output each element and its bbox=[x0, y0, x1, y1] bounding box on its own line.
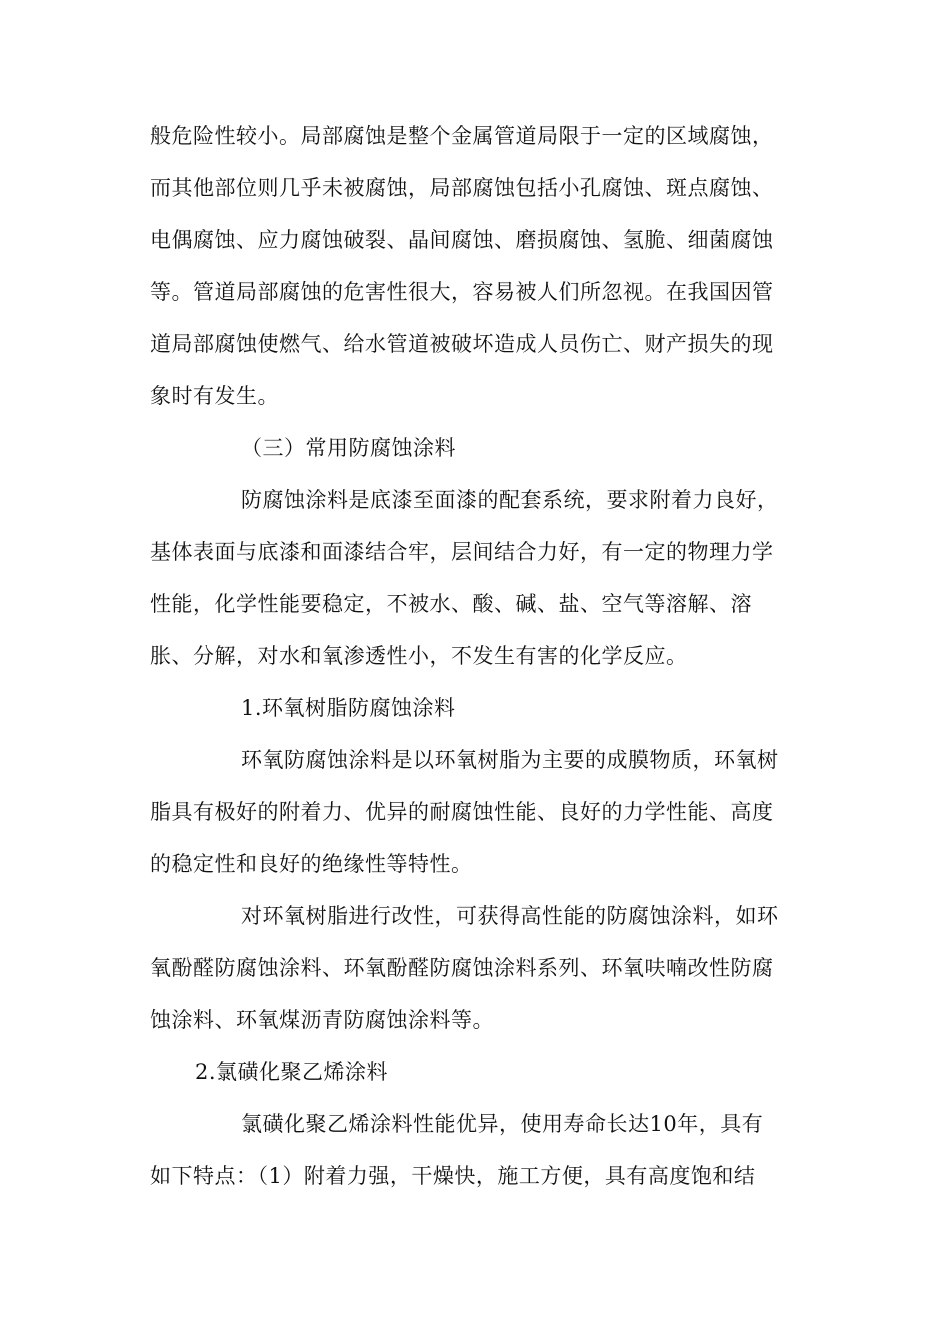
paragraph-line: 等。管道局部腐蚀的危害性很大，容易被人们所忽视。在我国因管 bbox=[150, 280, 774, 304]
paragraph-line: 氧酚醛防腐蚀涂料、环氧酚醛防腐蚀涂料系列、环氧呋喃改性防腐 bbox=[150, 956, 774, 980]
paragraph-line: 环氧防腐蚀涂料是以环氧树脂为主要的成膜物质，环氧树 bbox=[241, 748, 779, 772]
paragraph-line: 般危险性较小。局部腐蚀是整个金属管道局限于一定的区域腐蚀， bbox=[150, 124, 774, 148]
paragraph-line: 如下特点：（1）附着力强，干燥快，施工方便，具有高度饱和结 bbox=[150, 1164, 756, 1188]
paragraph-line: 基体表面与底漆和面漆结合牢，层间结合力好，有一定的物理力学 bbox=[150, 540, 774, 564]
paragraph-line: 防腐蚀涂料是底漆至面漆的配套系统，要求附着力良好， bbox=[241, 488, 779, 512]
subsection-heading: 1.环氧树脂防腐蚀涂料 bbox=[241, 696, 456, 720]
section-heading: （三）常用防腐蚀涂料 bbox=[241, 436, 456, 460]
paragraph-line: 象时有发生。 bbox=[150, 384, 279, 408]
paragraph-line: 蚀涂料、环氧煤沥青防腐蚀涂料等。 bbox=[150, 1008, 494, 1032]
paragraph-line: 道局部腐蚀使燃气、给水管道被破坏造成人员伤亡、财产损失的现 bbox=[150, 332, 774, 356]
paragraph-line: 对环氧树脂进行改性，可获得高性能的防腐蚀涂料，如环 bbox=[241, 904, 779, 928]
paragraph-line: 性能，化学性能要稳定，不被水、酸、碱、盐、空气等溶解、溶 bbox=[150, 592, 752, 616]
paragraph-line: 脂具有极好的附着力、优异的耐腐蚀性能、良好的力学性能、高度 bbox=[150, 800, 774, 824]
paragraph-line: 而其他部位则几乎未被腐蚀，局部腐蚀包括小孔腐蚀、斑点腐蚀、 bbox=[150, 176, 774, 200]
paragraph-line: 胀、分解，对水和氧渗透性小，不发生有害的化学反应。 bbox=[150, 644, 688, 668]
paragraph-line: 电偶腐蚀、应力腐蚀破裂、晶间腐蚀、磨损腐蚀、氢脆、细菌腐蚀 bbox=[150, 228, 774, 252]
paragraph-line: 的稳定性和良好的绝缘性等特性。 bbox=[150, 852, 473, 876]
paragraph-line: 氯磺化聚乙烯涂料性能优异，使用寿命长达10年，具有 bbox=[241, 1112, 764, 1136]
subsection-heading: 2.氯磺化聚乙烯涂料 bbox=[195, 1060, 389, 1084]
